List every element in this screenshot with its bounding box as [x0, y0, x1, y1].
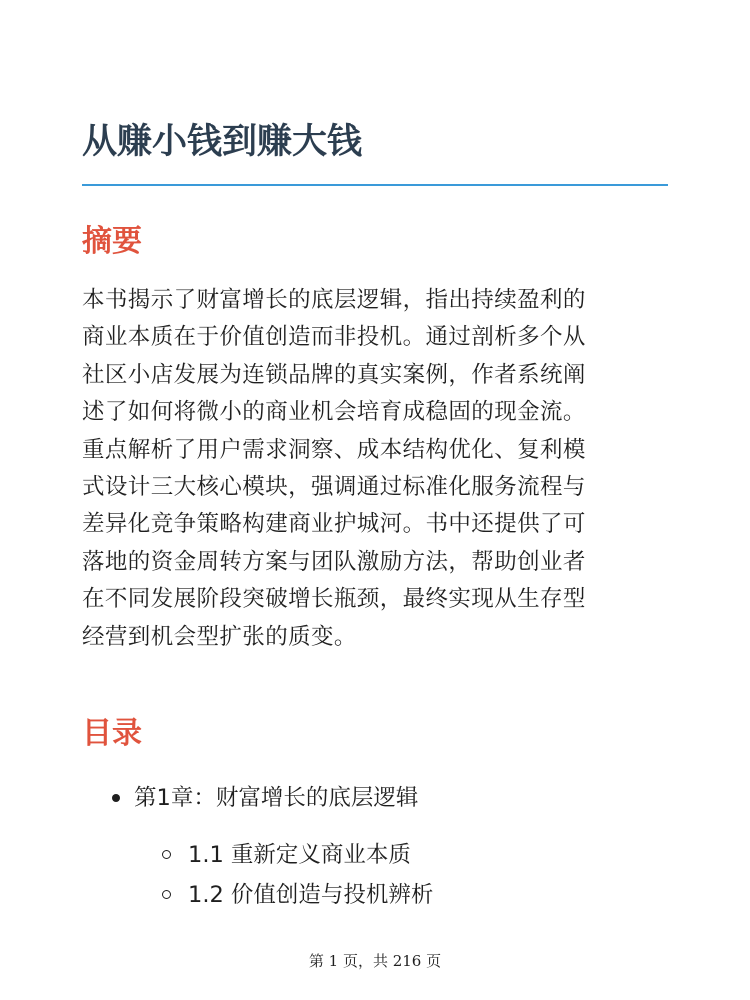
page-title: 从赚小钱到赚大钱 [82, 122, 363, 162]
toc-heading: 目录 [82, 716, 142, 751]
summary-line: 商业本质在于价值创造而非投机。通过剖析多个从 [82, 324, 586, 351]
summary-line: 式设计三大核心模块，强调通过标准化服务流程与 [82, 474, 586, 501]
title-divider [82, 184, 668, 186]
summary-line: 重点解析了用户需求洞察、成本结构优化、复利模 [82, 436, 586, 463]
bullet-circle-icon [162, 850, 171, 859]
bullet-circle-icon [162, 890, 171, 899]
toc-chapter-item[interactable]: 第1章：财富增长的底层逻辑 [134, 785, 419, 811]
toc-section-item[interactable]: 1.1 重新定义商业本质 [188, 842, 411, 868]
summary-line: 在不同发展阶段突破增长瓶颈，最终实现从生存型 [82, 586, 586, 613]
summary-line: 差异化竞争策略构建商业护城河。书中还提供了可 [82, 511, 586, 538]
bullet-disc-icon [112, 794, 120, 802]
page-footer: 第 1 页，共 216 页 [308, 952, 442, 970]
toc-section-item[interactable]: 1.2 价值创造与投机辨析 [188, 882, 434, 908]
summary-line: 社区小店发展为连锁品牌的真实案例，作者系统阐 [82, 361, 586, 388]
summary-line: 述了如何将微小的商业机会培育成稳固的现金流。 [82, 399, 586, 426]
summary-line: 落地的资金周转方案与团队激励方法，帮助创业者 [82, 548, 586, 575]
summary-line: 本书揭示了财富增长的底层逻辑，指出持续盈利的 [82, 287, 586, 313]
summary-paragraph [82, 282, 668, 656]
summary-line: 经营到机会型扩张的质变。 [82, 623, 357, 650]
summary-heading: 摘要 [82, 224, 142, 259]
